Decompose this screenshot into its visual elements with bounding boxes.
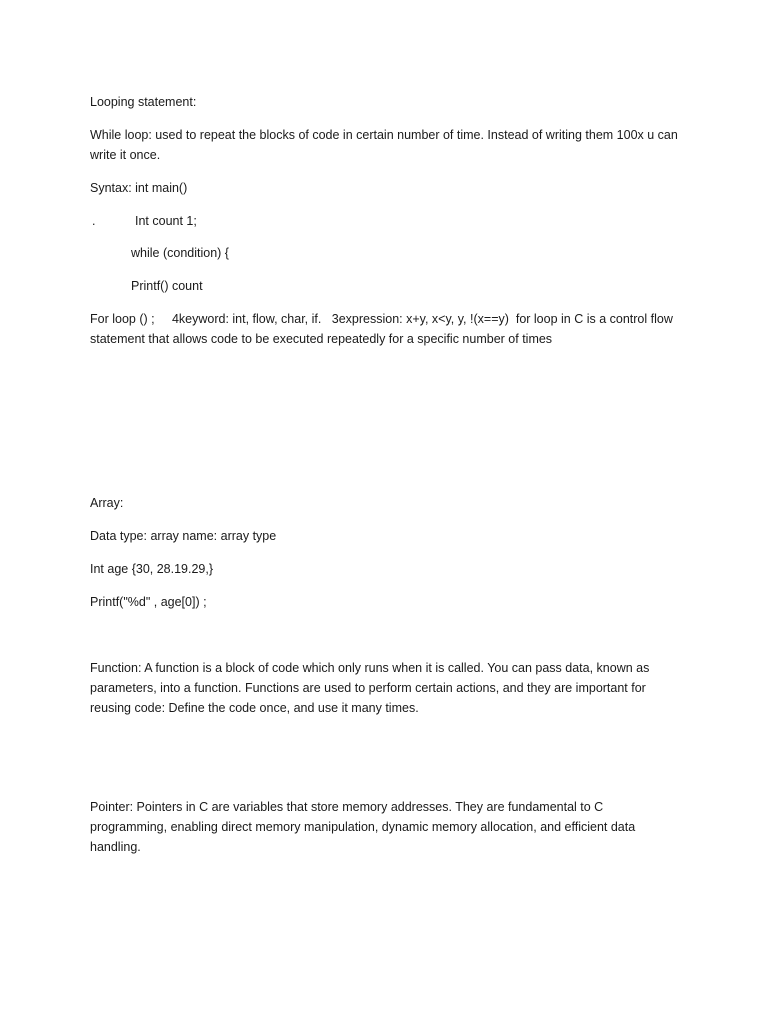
- int-count-line: Int count 1;: [135, 214, 197, 228]
- dot-marker: .: [92, 214, 96, 228]
- printf-age-line: Printf("%d" , age[0]) ;: [90, 595, 207, 609]
- while-condition-line: while (condition) {: [131, 246, 229, 260]
- while-loop-paragraph: While loop: used to repeat the blocks of code in certain number of time. Instead of writing them 100x u can write it once.: [90, 128, 678, 162]
- int-age-line: Int age {30, 28.19.29,}: [90, 562, 214, 576]
- printf-count-line: Printf() count: [131, 279, 203, 293]
- data-type-line: Data type: array name: array type: [90, 529, 277, 543]
- function-paragraph: Function: A function is a block of code which only runs when it is called. You can pass data, known as parameters, into a function. Functions are used to perform certain actions, and they are important for reusing code: Define the code once, and use it many times.: [90, 661, 650, 715]
- for-loop-paragraph: For loop () ; 4keyword: int, flow, char, if. 3expression: x+y, x<y, y, !(x==y) for loop in C is a control flow statement that allows code to be executed repeatedly for a specific number of times: [90, 312, 677, 346]
- array-heading: Array:: [90, 496, 124, 510]
- pointer-paragraph: Pointer: Pointers in C are variables that store memory addresses. They are fundamental to C programming, enabling direct memory manipulation, dynamic memory allocation, and efficient data handling.: [90, 800, 636, 854]
- looping-heading: Looping statement:: [90, 95, 197, 109]
- syntax-line: Syntax: int main(): [90, 181, 188, 195]
